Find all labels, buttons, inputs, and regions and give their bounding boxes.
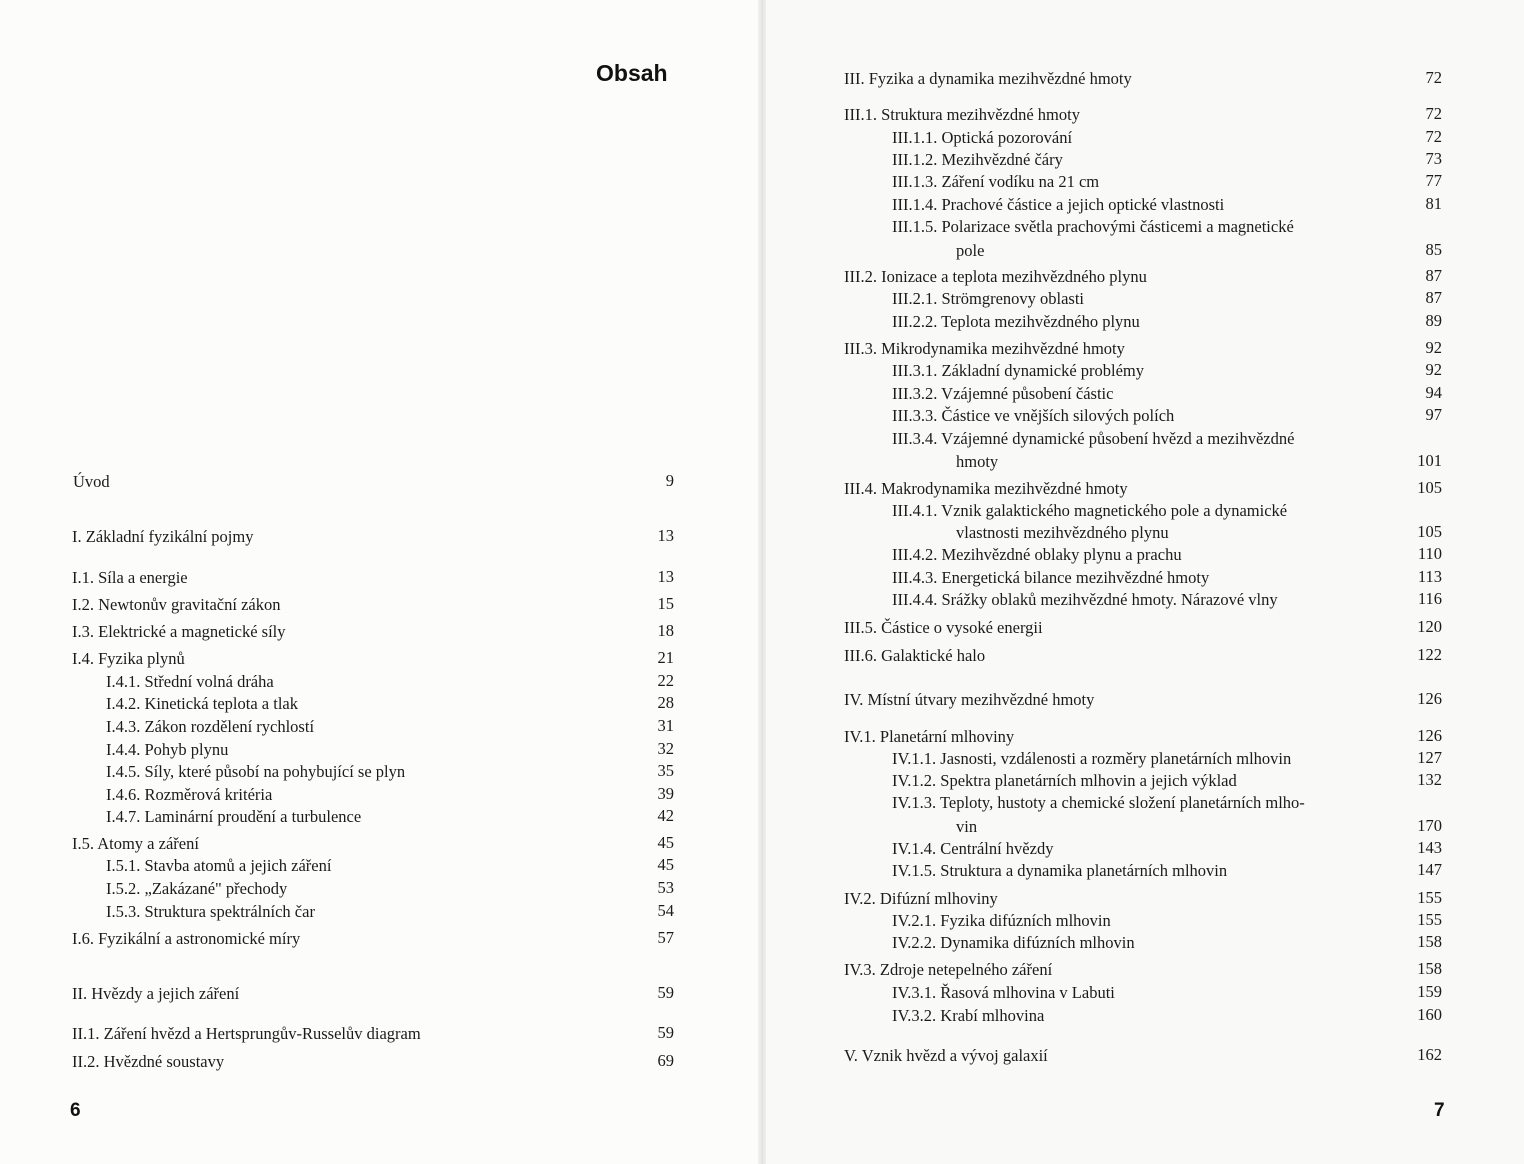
toc-entry-label: III.3. Mikrodynamika mezihvězdné hmoty — [844, 339, 1125, 358]
toc-entry-label: IV.1.1. Jasnosti, vzdálenosti a rozměry planetárních mlhovin — [892, 749, 1292, 768]
toc-entry-page: 85 — [1425, 240, 1442, 259]
toc-entry-page: 170 — [1417, 816, 1442, 835]
toc-entry-label: IV.1.3. Teploty, hustoty a chemické složení planetárních mlho- — [892, 793, 1305, 812]
toc-entry-label: III.6. Galaktické halo — [844, 646, 986, 665]
toc-entry-label: I.3. Elektrické a magnetické síly — [72, 622, 286, 641]
toc-entry-page: 87 — [1425, 288, 1442, 307]
toc-entry-label: IV.3. Zdroje netepelného záření — [844, 960, 1053, 979]
toc-entry-page: 53 — [657, 878, 674, 897]
toc-entry-page: 22 — [657, 671, 674, 690]
toc-entry-label: III.3.4. Vzájemné dynamické působení hvězd a mezihvězdné — [892, 429, 1295, 448]
toc-entry-page: 21 — [657, 648, 674, 667]
toc-entry-label: III. Fyzika a dynamika mezihvězdné hmoty — [844, 69, 1132, 88]
toc-entry-label: I.4.1. Střední volná dráha — [106, 672, 274, 691]
toc-entry-page: 127 — [1417, 748, 1442, 767]
toc-entry-label: III.1.5. Polarizace světla prachovými částicemi a magnetické — [892, 217, 1294, 236]
toc-entry-label: I.5. Atomy a záření — [72, 834, 199, 853]
toc-entry-label: I.4.5. Síly, které působí na pohybující se plyn — [106, 762, 406, 781]
toc-entry-page: 116 — [1417, 589, 1442, 608]
contents-heading: Obsah — [596, 60, 668, 86]
toc-entry-page: 162 — [1417, 1045, 1442, 1064]
toc-entry-label: IV.2. Difúzní mlhoviny — [844, 889, 998, 908]
toc-entry-label: I.4.2. Kinetická teplota a tlak — [106, 694, 298, 713]
toc-entry-page: 122 — [1417, 645, 1442, 664]
toc-entry-page: 31 — [657, 716, 674, 735]
toc-entry-label: Úvod — [73, 472, 110, 491]
toc-entry-page: 39 — [657, 784, 674, 803]
toc-entry-page: 132 — [1417, 770, 1442, 789]
toc-entry-label: III.2.2. Teplota mezihvězdného plynu — [892, 312, 1140, 331]
toc-entry-page: 45 — [657, 855, 674, 874]
right-page — [762, 0, 1524, 1164]
toc-entry-page: 105 — [1417, 478, 1442, 497]
toc-entry-page: 97 — [1425, 405, 1442, 424]
toc-entry-label: I.1. Síla a energie — [72, 568, 188, 587]
toc-entry-label: III.1.1. Optická pozorování — [892, 128, 1073, 147]
toc-entry-label: I.6. Fyzikální a astronomické míry — [72, 929, 301, 948]
toc-entry-page: 81 — [1425, 194, 1442, 213]
toc-entry-label: IV.2.1. Fyzika difúzních mlhovin — [892, 911, 1111, 930]
toc-entry-page: 92 — [1425, 338, 1442, 357]
toc-entry-page: 15 — [657, 594, 674, 613]
toc-entry-label: III.1.4. Prachové částice a jejich optické vlastnosti — [892, 195, 1225, 214]
toc-entry-label: I.4.3. Zákon rozdělení rychlostí — [106, 717, 315, 736]
toc-entry-label: I. Základní fyzikální pojmy — [72, 527, 254, 546]
toc-entry-page: 18 — [657, 621, 674, 640]
toc-entry-page: 105 — [1417, 522, 1442, 541]
toc-entry-page: 13 — [657, 567, 674, 586]
toc-entry-label: I.4.6. Rozměrová kritéria — [106, 785, 273, 804]
toc-entry-label: I.5.1. Stavba atomů a jejich záření — [106, 856, 332, 875]
toc-entry-label: III.4.3. Energetická bilance mezihvězdné hmoty — [892, 568, 1210, 587]
toc-entry-label: III.3.3. Částice ve vnějších silových polích — [892, 406, 1175, 425]
book-spine — [758, 0, 766, 1164]
toc-entry-page: 87 — [1425, 266, 1442, 285]
toc-entry-label: I.4.7. Laminární proudění a turbulence — [106, 807, 362, 826]
toc-entry-page: 35 — [657, 761, 674, 780]
toc-entry-label: II.1. Záření hvězd a Hertsprungův-Russelův diagram — [72, 1024, 421, 1043]
toc-entry-label: IV. Místní útvary mezihvězdné hmoty — [844, 690, 1095, 709]
toc-entry-label: III.1. Struktura mezihvězdné hmoty — [844, 105, 1080, 124]
toc-entry-page: 28 — [657, 693, 674, 712]
toc-entry-page: 72 — [1425, 127, 1442, 146]
toc-entry-label: II.2. Hvězdné soustavy — [72, 1052, 225, 1071]
toc-entry-page: 9 — [665, 471, 674, 490]
toc-entry-page: 57 — [657, 928, 674, 947]
toc-entry-label: II. Hvězdy a jejich záření — [72, 984, 240, 1003]
toc-entry-label: I.4.4. Pohyb plynu — [106, 740, 229, 759]
toc-entry-page: 59 — [657, 1023, 674, 1042]
toc-entry-label: III.2. Ionizace a teplota mezihvězdného plynu — [844, 267, 1147, 286]
toc-entry-page: 42 — [657, 806, 674, 825]
toc-entry-label: vlastnosti mezihvězdného plynu — [956, 523, 1169, 542]
toc-entry-page: 158 — [1417, 932, 1442, 951]
toc-entry-label: III.4.4. Srážky oblaků mezihvězdné hmoty. Nárazové vlny — [892, 590, 1278, 609]
toc-entry-label: vin — [956, 817, 978, 836]
toc-entry-label: III.2.1. Strömgrenovy oblasti — [892, 289, 1085, 308]
toc-entry-page: 89 — [1425, 311, 1442, 330]
toc-entry-page: 32 — [657, 739, 674, 758]
toc-entry-page: 72 — [1425, 68, 1442, 87]
toc-entry-label: I.2. Newtonův gravitační zákon — [72, 595, 281, 614]
toc-entry-label: hmoty — [956, 452, 999, 471]
toc-entry-label: IV.2.2. Dynamika difúzních mlhovin — [892, 933, 1135, 952]
toc-entry-label: I.5.3. Struktura spektrálních čar — [106, 902, 315, 921]
toc-entry-page: 69 — [657, 1051, 674, 1070]
page-number-right: 7 — [1434, 1100, 1445, 1121]
toc-entry-label: IV.3.1. Řasová mlhovina v Labuti — [892, 983, 1115, 1002]
toc-entry-page: 126 — [1417, 726, 1442, 745]
toc-entry-page: 160 — [1417, 1005, 1442, 1024]
toc-entry-label: III.5. Částice o vysoké energii — [844, 618, 1043, 637]
toc-entry-label: III.1.2. Mezihvězdné čáry — [892, 150, 1063, 169]
toc-entry-page: 113 — [1417, 567, 1442, 586]
toc-entry-page: 155 — [1417, 910, 1442, 929]
toc-entry-page: 155 — [1417, 888, 1442, 907]
toc-entry-page: 13 — [657, 526, 674, 545]
toc-entry-label: III.1.3. Záření vodíku na 21 cm — [892, 172, 1100, 191]
toc-entry-label: IV.1.5. Struktura a dynamika planetárních mlhovin — [892, 861, 1228, 880]
toc-entry-label: IV.1.2. Spektra planetárních mlhovin a jejich výklad — [892, 771, 1237, 790]
toc-entry-label: IV.3.2. Krabí mlhovina — [892, 1006, 1045, 1025]
toc-entry-label: III.3.1. Základní dynamické problémy — [892, 361, 1145, 380]
toc-entry-label: III.3.2. Vzájemné působení částic — [892, 384, 1114, 403]
toc-entry-page: 73 — [1425, 149, 1442, 168]
toc-entry-page: 101 — [1417, 451, 1442, 470]
toc-entry-page: 94 — [1425, 383, 1442, 402]
toc-entry-page: 77 — [1425, 171, 1442, 190]
toc-entry-label: III.4. Makrodynamika mezihvězdné hmoty — [844, 479, 1128, 498]
toc-entry-page: 158 — [1417, 959, 1442, 978]
page-number-left: 6 — [70, 1100, 81, 1121]
toc-entry-label: III.4.2. Mezihvězdné oblaky plynu a prachu — [892, 545, 1182, 564]
toc-entry-label: pole — [956, 241, 985, 260]
toc-entry-page: 147 — [1417, 860, 1442, 879]
toc-entry-page: 45 — [657, 833, 674, 852]
toc-entry-label: I.5.2. „Zakázané" přechody — [106, 879, 288, 898]
toc-entry-page: 120 — [1417, 617, 1442, 636]
toc-entry-page: 126 — [1417, 689, 1442, 708]
toc-entry-label: IV.1.4. Centrální hvězdy — [892, 839, 1054, 858]
toc-entry-page: 72 — [1425, 104, 1442, 123]
toc-entry-page: 92 — [1425, 360, 1442, 379]
toc-entry-page: 59 — [657, 983, 674, 1002]
toc-entry-page: 143 — [1417, 838, 1442, 857]
toc-entry-label: I.4. Fyzika plynů — [72, 649, 185, 668]
toc-entry-page: 54 — [657, 901, 674, 920]
toc-entry-page: 159 — [1417, 982, 1442, 1001]
toc-entry-label: V. Vznik hvězd a vývoj galaxií — [844, 1046, 1048, 1065]
toc-entry-page: 110 — [1417, 544, 1442, 563]
toc-entry-label: III.4.1. Vznik galaktického magnetického pole a dynamické — [892, 501, 1288, 520]
toc-entry-label: IV.1. Planetární mlhoviny — [844, 727, 1015, 746]
